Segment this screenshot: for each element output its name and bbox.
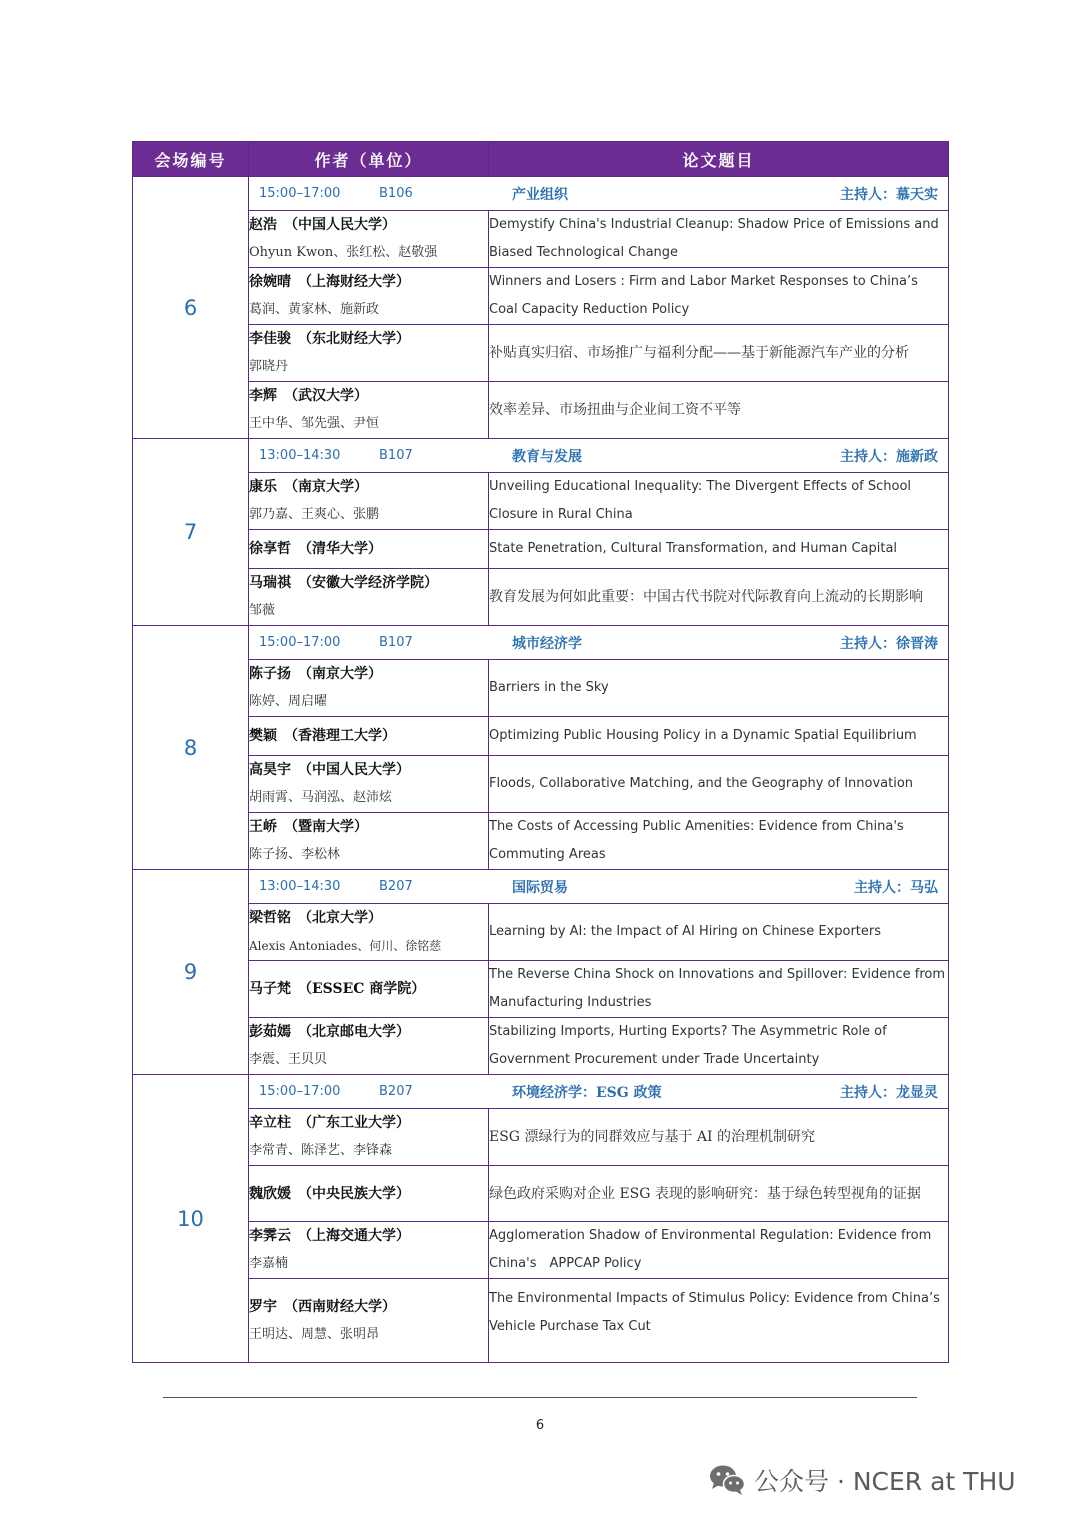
paper-title: State Penetration, Cultural Transformation, and Human Capital xyxy=(489,541,898,556)
paper-title: The Costs of Accessing Public Amenities: Evidence from China's Commuting Areas xyxy=(489,819,904,862)
paper-title: The Reverse China Shock on Innovations and Spillover: Evidence from Manufacturing Industries xyxy=(489,967,946,1010)
paper-title: 教育发展为何如此重要：中国古代书院对代际教育向上流动的长期影响 xyxy=(489,589,923,605)
author-main: 马瑞祺 （安徽大学经济学院） xyxy=(249,575,438,591)
paper-row xyxy=(133,1222,949,1279)
watermark-text: 公众号 · NCER at THU xyxy=(754,1467,1016,1496)
author-main: 陈子扬 （南京大学） xyxy=(249,666,382,682)
paper-row xyxy=(133,1166,949,1222)
session-room: B207 xyxy=(379,879,413,894)
author-main: 罗宇 （西南财经大学） xyxy=(249,1298,396,1315)
session-room: B207 xyxy=(379,1084,413,1099)
author-co: 郭晓丹 xyxy=(249,359,289,374)
paper-title: Optimizing Public Housing Policy in a Dynamic Spatial Equilibrium xyxy=(489,728,917,743)
header-title: 论文题目 xyxy=(489,142,949,177)
paper-row xyxy=(133,961,949,1018)
author-co: 胡雨霄、马润泓、赵沛炫 xyxy=(249,790,393,805)
author-co: 郭乃嘉、王爽心、张鹏 xyxy=(249,507,380,522)
paper-title: Stabilizing Imports, Hurting Exports? The Asymmetric Role of Government Procurement under Trade Uncertainty xyxy=(489,1024,887,1067)
venue-number: 9 xyxy=(133,870,249,1075)
session-time: 15:00–17:00 xyxy=(259,635,341,650)
venue-number: 10 xyxy=(133,1075,249,1363)
session-chair: 主持人：徐晋涛 xyxy=(840,635,938,652)
session-row xyxy=(133,439,949,473)
paper-row xyxy=(133,530,949,569)
author-co: 李常青、陈泽艺、李锋森 xyxy=(249,1143,393,1158)
paper-title: ESG 漂绿行为的同群效应与基于 AI 的治理机制研究 xyxy=(489,1129,815,1145)
author-co: 王中华、邹先强、尹恒 xyxy=(249,416,380,431)
paper-row xyxy=(133,717,949,756)
paper-row xyxy=(133,756,949,813)
author-main: 马子梵 （ESSEC 商学院） xyxy=(249,981,426,997)
author-co: Alexis Antoniades、何川、徐铭慈 xyxy=(249,939,442,953)
paper-title: Barriers in the Sky xyxy=(489,680,609,695)
author-co: 李震、王贝贝 xyxy=(249,1052,328,1067)
author-main: 康乐 （南京大学） xyxy=(249,479,368,495)
session-topic: 环境经济学：ESG 政策 xyxy=(512,1084,662,1101)
author-co: 陈婷、周启曜 xyxy=(249,694,328,709)
wechat-icon xyxy=(708,1463,746,1497)
author-main: 辛立柱 （广东工业大学） xyxy=(249,1115,410,1131)
paper-title: Agglomeration Shadow of Environmental Regulation: Evidence from China's APPCAP Policy xyxy=(489,1228,932,1271)
author-main: 徐享哲 （清华大学） xyxy=(249,541,382,557)
author-main: 李辉 （武汉大学） xyxy=(249,388,368,404)
paper-row xyxy=(133,1279,949,1363)
paper-row xyxy=(133,325,949,382)
paper-row xyxy=(133,1109,949,1166)
paper-title: Winners and Losers : Firm and Labor Market Responses to China’s Coal Capacity Reduction Policy xyxy=(489,274,918,317)
footer-divider xyxy=(163,1397,917,1398)
session-row xyxy=(133,177,949,211)
session-room: B106 xyxy=(379,186,413,201)
paper-title: Unveiling Educational Inequality: The Divergent Effects of School Closure in Rural China xyxy=(489,479,912,522)
session-topic: 城市经济学 xyxy=(512,635,582,652)
session-room: B107 xyxy=(379,635,413,650)
header-venue: 会场编号 xyxy=(133,142,249,177)
paper-row xyxy=(133,473,949,530)
page-number: 6 xyxy=(535,1418,545,1433)
author-main: 高昊宇 （中国人民大学） xyxy=(249,762,410,778)
author-co: 陈子扬、李松林 xyxy=(249,847,341,862)
session-chair: 主持人：马弘 xyxy=(854,879,938,896)
watermark xyxy=(708,1460,1068,1500)
venue-number: 8 xyxy=(133,626,249,870)
session-time: 13:00–14:30 xyxy=(259,879,341,894)
author-co: 王明达、周慧、张明昂 xyxy=(249,1326,380,1342)
session-row xyxy=(133,870,949,904)
session-topic: 国际贸易 xyxy=(512,879,568,896)
paper-title: Floods, Collaborative Matching, and the Geography of Innovation xyxy=(489,776,914,791)
session-row xyxy=(133,626,949,660)
author-main: 赵浩 （中国人民大学） xyxy=(249,217,396,233)
venue-number: 6 xyxy=(133,177,249,439)
session-time: 13:00–14:30 xyxy=(259,448,341,463)
paper-row xyxy=(133,813,949,870)
paper-row xyxy=(133,904,949,961)
author-main: 李霁云 （上海交通大学） xyxy=(249,1228,410,1244)
author-co: 邹薇 xyxy=(249,603,276,618)
paper-row xyxy=(133,382,949,439)
session-chair: 主持人：龙显灵 xyxy=(840,1084,938,1101)
paper-title: Demystify China's Industrial Cleanup: Shadow Price of Emissions and Biased Technological Change xyxy=(489,217,939,260)
session-time: 15:00–17:00 xyxy=(259,186,341,201)
session-chair: 主持人：慕天实 xyxy=(840,186,938,203)
table-header-row xyxy=(133,142,949,177)
session-time: 15:00–17:00 xyxy=(259,1084,341,1099)
paper-row xyxy=(133,211,949,268)
paper-title: Learning by AI: the Impact of AI Hiring on Chinese Exporters xyxy=(489,924,881,939)
session-room: B107 xyxy=(379,448,413,463)
author-co: 李嘉楠 xyxy=(249,1256,289,1271)
schedule-table xyxy=(132,141,949,1363)
session-topic: 教育与发展 xyxy=(512,448,582,465)
venue-number: 7 xyxy=(133,439,249,626)
paper-title: 补贴真实归宿、市场推广与福利分配——基于新能源汽车产业的分析 xyxy=(489,345,909,361)
author-main: 樊颖 （香港理工大学） xyxy=(249,728,396,744)
session-row xyxy=(133,1075,949,1109)
author-main: 李佳骏 （东北财经大学） xyxy=(249,331,410,347)
author-main: 王峤 （暨南大学） xyxy=(249,819,368,835)
paper-row xyxy=(133,1018,949,1075)
author-co: 葛润、黄家林、施新政 xyxy=(249,302,380,317)
author-main: 梁哲铭 （北京大学） xyxy=(249,910,382,926)
paper-title: 效率差异、市场扭曲与企业间工资不平等 xyxy=(489,402,741,418)
paper-title: 绿色政府采购对企业 ESG 表现的影响研究：基于绿色转型视角的证据 xyxy=(489,1185,921,1202)
author-main: 魏欣媛 （中央民族大学） xyxy=(249,1185,410,1202)
paper-title: The Environmental Impacts of Stimulus Policy: Evidence from China’s Vehicle Purchase Tax Cut xyxy=(489,1291,940,1334)
paper-row xyxy=(133,569,949,626)
session-chair: 主持人：施新政 xyxy=(840,448,938,465)
paper-row xyxy=(133,660,949,717)
session-topic: 产业组织 xyxy=(512,186,568,203)
paper-row xyxy=(133,268,949,325)
author-co: Ohyun Kwon、张红松、赵敬强 xyxy=(249,245,438,260)
author-main: 彭茹嫣 （北京邮电大学） xyxy=(249,1024,410,1040)
author-main: 徐婉晴 （上海财经大学） xyxy=(249,274,410,290)
header-author: 作者（单位） xyxy=(249,142,489,177)
